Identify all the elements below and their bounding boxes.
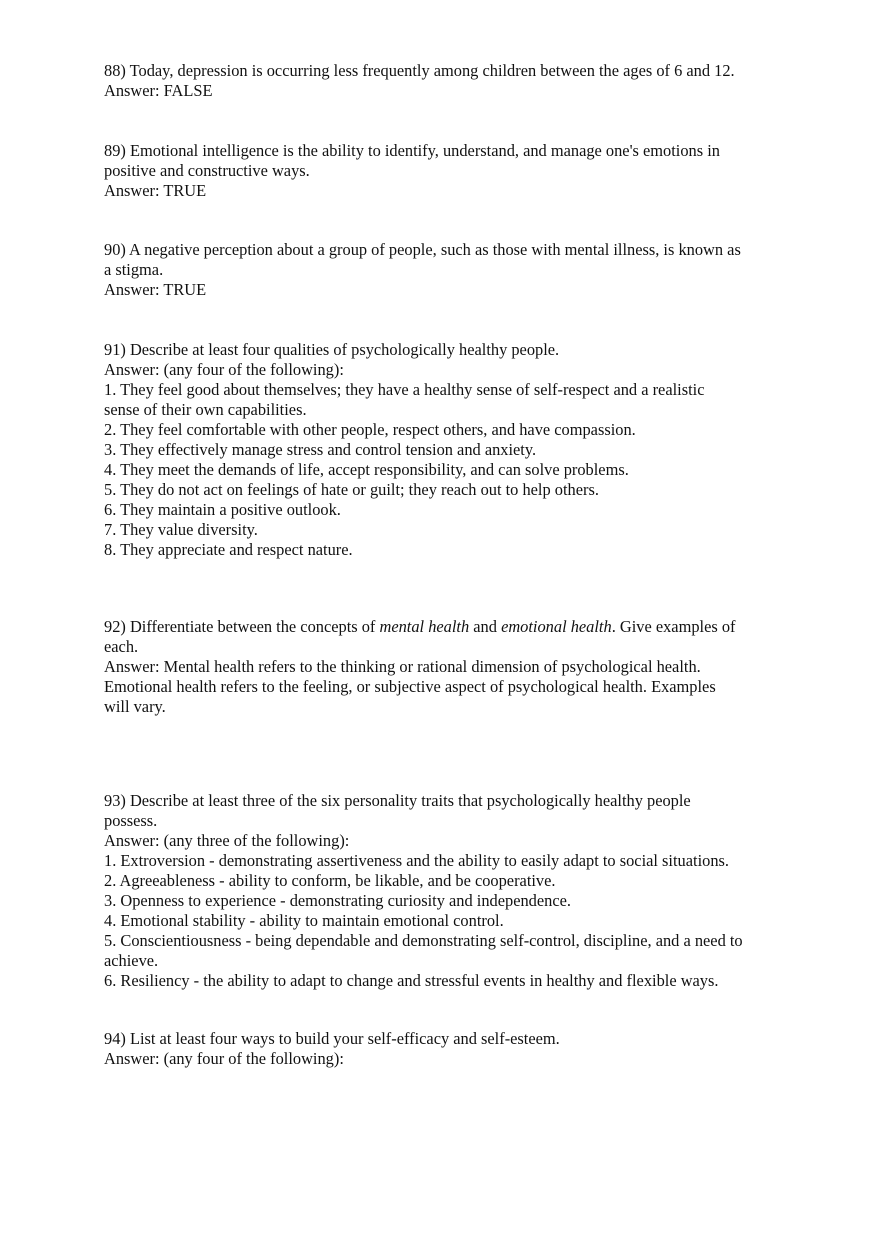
answer-list-item: 7. They value diversity. [104, 520, 258, 539]
answer-text: Answer: TRUE [104, 280, 207, 299]
answer-text: Answer: Mental health refers to the thinking or rational dimension of psychological health. [104, 657, 701, 676]
question-text: 94) List at least four ways to build your self-efficacy and self-esteem. [104, 1029, 560, 1048]
answer-list-item: 6. Resiliency - the ability to adapt to change and stressful events in healthy and flexible ways. [104, 971, 719, 990]
answer-text: Emotional health refers to the feeling, or subjective aspect of psychological health. Examples [104, 677, 716, 696]
answer-list-item: 1. They feel good about themselves; they have a healthy sense of self-respect and a realistic [104, 380, 705, 399]
question-text: 90) A negative perception about a group of people, such as those with mental illness, is known as [104, 240, 741, 259]
question-text: a stigma. [104, 260, 164, 279]
answer-list-item: 4. They meet the demands of life, accept responsibility, and can solve problems. [104, 460, 629, 479]
question-text: 91) Describe at least four qualities of psychologically healthy people. [104, 340, 560, 359]
answer-text: Answer: FALSE [104, 81, 213, 100]
term-emotional-health: emotional health [501, 617, 612, 636]
answer-intro: Answer: (any three of the following): [104, 831, 350, 850]
question-text [104, 617, 784, 637]
question-92 [104, 617, 784, 717]
question-text: positive and constructive ways. [104, 161, 310, 180]
answer-intro: Answer: (any four of the following): [104, 360, 344, 379]
question-text: possess. [104, 811, 158, 830]
answer-list-item: achieve. [104, 951, 159, 970]
question-91 [104, 340, 784, 560]
term-mental-health: mental health [379, 617, 470, 636]
question-text-part: . Give examples of [611, 617, 736, 636]
answer-list-item: 2. Agreeableness - ability to conform, be likable, and be cooperative. [104, 871, 556, 890]
question-text: 88) Today, depression is occurring less frequently among children between the ages of 6 and 12. [104, 61, 735, 80]
question-text: 89) Emotional intelligence is the ability to identify, understand, and manage one's emotions in [104, 141, 720, 160]
answer-list-item: 8. They appreciate and respect nature. [104, 540, 353, 559]
question-93 [104, 791, 784, 991]
answer-intro: Answer: (any four of the following): [104, 1049, 344, 1068]
answer-list-item: 4. Emotional stability - ability to maintain emotional control. [104, 911, 504, 930]
answer-text: Answer: TRUE [104, 181, 207, 200]
question-88 [104, 61, 784, 101]
question-89 [104, 141, 784, 201]
question-text: each. [104, 637, 139, 656]
answer-text: will vary. [104, 697, 166, 716]
answer-list-item: 2. They feel comfortable with other people, respect others, and have compassion. [104, 420, 636, 439]
answer-list-item: 3. They effectively manage stress and control tension and anxiety. [104, 440, 537, 459]
question-94 [104, 1029, 784, 1069]
question-text: 93) Describe at least three of the six personality traits that psychologically healthy people [104, 791, 691, 810]
answer-list-item: 1. Extroversion - demonstrating assertiveness and the ability to easily adapt to social situations. [104, 851, 729, 870]
answer-list-item: 5. Conscientiousness - being dependable and demonstrating self-control, discipline, and a need to [104, 931, 743, 950]
answer-list-item: 6. They maintain a positive outlook. [104, 500, 341, 519]
answer-list-item: 5. They do not act on feelings of hate or guilt; they reach out to help others. [104, 480, 599, 499]
question-90 [104, 240, 784, 300]
question-text-part: and [469, 617, 502, 636]
answer-list-item: 3. Openness to experience - demonstrating curiosity and independence. [104, 891, 571, 910]
answer-list-item: sense of their own capabilities. [104, 400, 307, 419]
question-text-part: 92) Differentiate between the concepts of [104, 617, 380, 636]
